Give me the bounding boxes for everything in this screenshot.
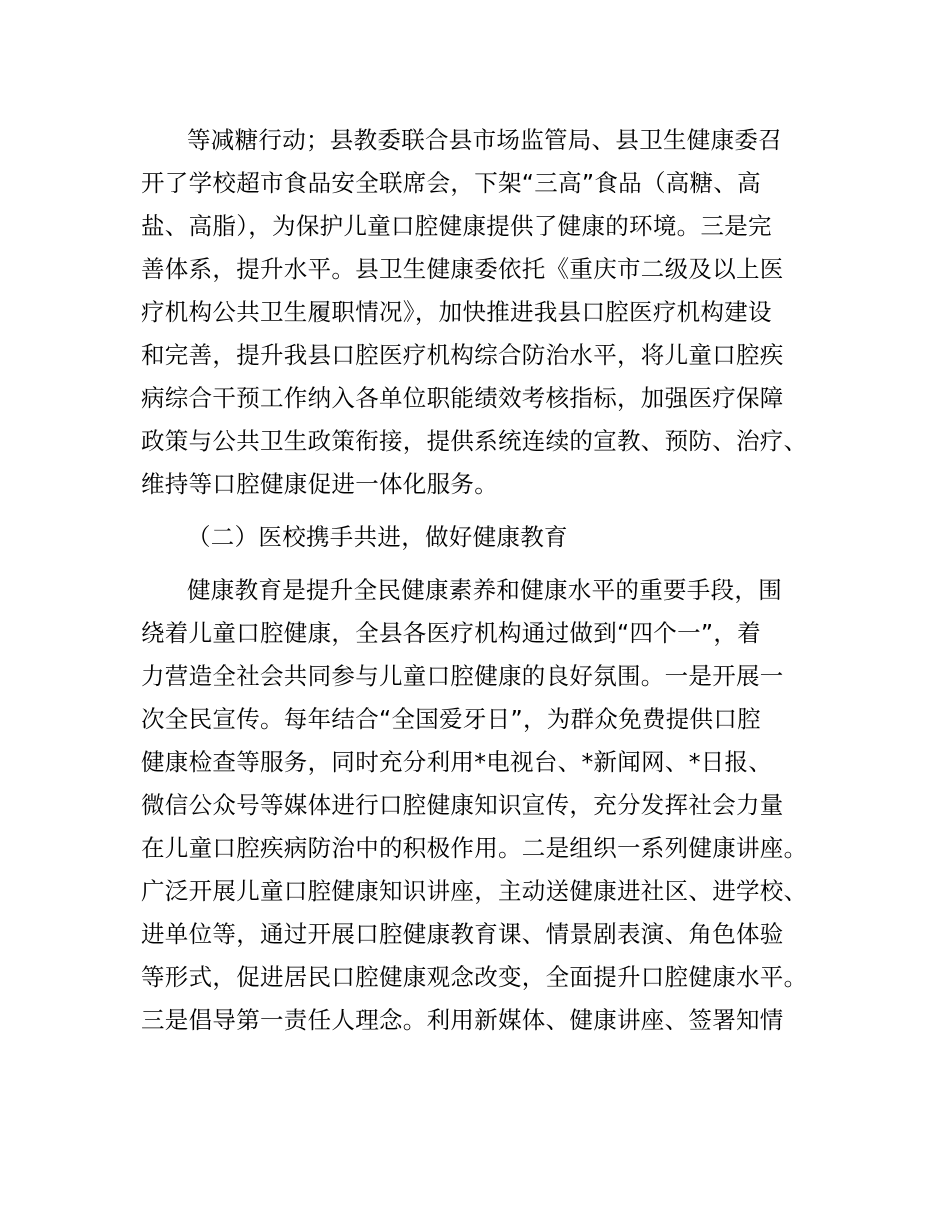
paragraph-line: 广泛开展儿童口腔健康知识讲座，主动送健康进社区、进学校、: [141, 877, 808, 905]
paragraph-line: 维持等口腔健康促进一体化服务。: [141, 470, 498, 498]
paragraph-line: 健康检查等服务，同时充分利用*电视台、*新闻网、*日报、: [141, 748, 773, 776]
paragraph-line: 等减糖行动；县教委联合县市场监管局、县卫生健康委召: [187, 126, 782, 154]
paragraph-line: 力营造全社会共同参与儿童口腔健康的良好氛围。一是开展一: [141, 662, 784, 690]
paragraph-line: 微信公众号等媒体进行口腔健康知识宣传，充分发挥社会力量: [141, 791, 784, 819]
paragraph-line: 三是倡导第一责任人理念。利用新媒体、健康讲座、签署知情: [141, 1006, 784, 1034]
section-heading: （二）医校携手共进，做好健康教育: [187, 523, 568, 551]
paragraph-line: 疗机构公共卫生履职情况》，加快推进我县口腔医疗机构建设: [141, 298, 772, 326]
paragraph-line: 等形式，促进居民口腔健康观念改变，全面提升口腔健康水平。: [141, 963, 808, 991]
paragraph-line: 在儿童口腔疾病防治中的积极作用。二是组织一系列健康讲座。: [141, 834, 808, 862]
paragraph-line: 绕着儿童口腔健康，全县各医疗机构通过做到“四个一”，着: [141, 619, 761, 647]
paragraph-line: 次全民宣传。每年结合“全国爱牙日”，为群众免费提供口腔: [141, 705, 761, 733]
paragraph-line: 盐、高脂），为保护儿童口腔健康提供了健康的环境。三是完: [141, 212, 772, 240]
paragraph-line: 健康教育是提升全民健康素养和健康水平的重要手段，围: [187, 576, 782, 604]
paragraph-line: 善体系，提升水平。县卫生健康委依托《重庆市二级及以上医: [141, 255, 784, 283]
paragraph-line: 和完善，提升我县口腔医疗机构综合防治水平，将儿童口腔疾: [141, 341, 784, 369]
paragraph-line: 开了学校超市食品安全联席会，下架“三高”食品（高糖、高: [141, 169, 761, 197]
paragraph-line: 进单位等，通过开展口腔健康教育课、情景剧表演、角色体验: [141, 920, 784, 948]
paragraph-line: 政策与公共卫生政策衔接，提供系统连续的宣教、预防、治疗、: [141, 427, 808, 455]
paragraph-line: 病综合干预工作纳入各单位职能绩效考核指标，加强医疗保障: [141, 384, 784, 412]
